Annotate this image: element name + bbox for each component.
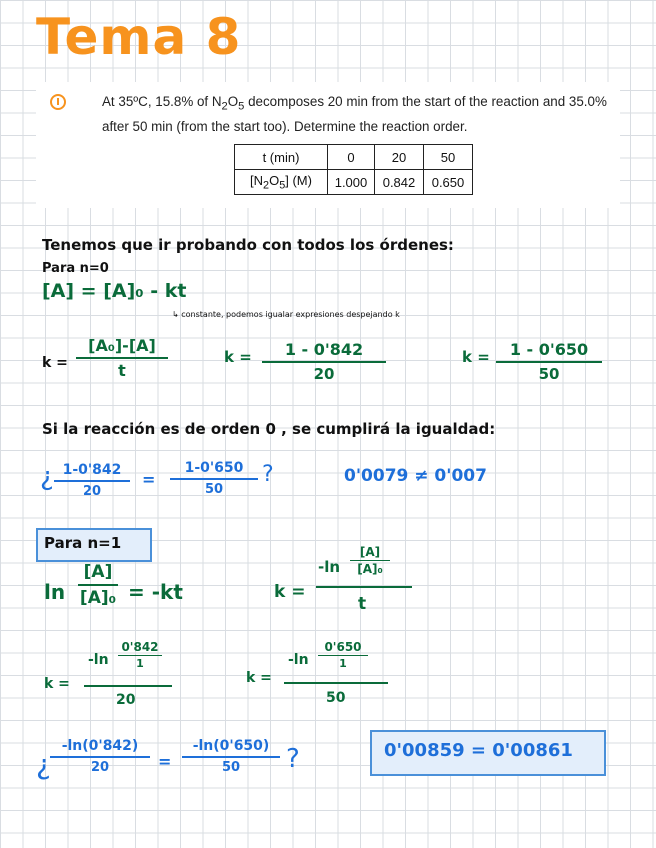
fraction-numerator: 1-0'842 [62,462,122,478]
fraction-denominator: 20 [116,692,136,708]
fraction-numerator: 0'650 [324,640,362,654]
fraction-numerator: -ln(0'650) [192,738,270,754]
problem-card [36,82,620,208]
rate-law-n0: [A] = [A]₀ - kt [42,280,187,302]
fraction-numerator: 1-0'650 [184,460,244,476]
k-label: k = [42,355,68,371]
compare-fraction-left [50,738,150,775]
equals-sign: = [158,752,172,771]
ln-fraction [78,562,118,608]
ln-operator: -ln [318,558,341,576]
fraction-bar [350,560,390,561]
fraction-denominator: 50 [204,482,224,497]
fraction-bar [84,685,172,687]
question-close-mark: ? [286,744,300,774]
table-header-cell: 0 [328,145,375,170]
data-table [234,144,473,195]
fraction-numerator: [A₀]-[A] [88,336,156,355]
fraction-numerator: 0'842 [121,640,159,654]
table-header-cell: t (min) [235,145,328,170]
fraction-denominator: 1 [339,657,347,670]
fraction-numerator: -ln(0'842) [61,738,139,754]
table-cell: 1.000 [328,170,375,195]
fraction-numerator: 1 - 0'842 [284,340,364,359]
ln-inner-fraction [318,640,368,670]
fraction-bar [182,756,280,758]
result-n0: 0'0079 ≠ 0'007 [344,466,487,486]
result-n1: 0'00859 = 0'00861 [384,740,573,761]
aside-note: ↳ constante, podemos igualar expresiones despejando k [172,310,400,319]
ln-inner-fraction [118,640,162,670]
k-label: k = [224,348,252,366]
fraction-denominator: 20 [82,484,102,499]
table-header-cell: 50 [424,145,473,170]
table-row [235,145,473,170]
ln-inner-fraction [350,545,390,576]
fraction-denominator: [A]₀ [357,562,383,576]
fraction-bar [76,357,168,359]
k-fraction-general [76,336,168,380]
k-label: k = [462,348,490,366]
fraction-denominator: t [118,361,126,380]
condition-text: Si la reacción es de orden 0 , se cumplirá la igualdad: [42,420,496,438]
fraction-denominator: 50 [326,690,346,706]
problem-statement: At 35ºC, 15.8% of $N_2O_5$ decomposes 20 min from the start of the reaction and 35.0% after 50 min (from the start too). Determine the reaction order. [102,94,607,134]
fraction-bar [78,584,118,586]
question-close-mark: ? [262,462,274,487]
table-cell: 0.842 [375,170,424,195]
table-header-cell: 20 [375,145,424,170]
ln-operator: -ln [88,652,109,668]
question-open-mark: ¿ [40,462,54,492]
section-n0-label: Para n=0 [42,261,109,276]
fraction-denominator: t [358,594,367,614]
fraction-denominator: 1 [136,657,144,670]
info-icon [50,94,66,110]
k-label: k = [246,670,272,686]
ln-rhs: = -kt [128,580,183,604]
fraction-numerator: [A] [83,562,113,582]
equals-sign: = [142,470,156,489]
fraction-denominator: [A]₀ [79,588,117,608]
section-n1-label: Para n=1 [44,534,122,552]
intro-text: Tenemos que ir probando con todos los órdenes: [42,236,454,254]
k-fraction-20 [262,340,386,383]
fraction-bar [170,478,258,480]
compare-fraction-right [170,460,258,497]
fraction-bar [50,756,150,758]
k-fraction-50 [496,340,602,383]
page-title: Tema 8 [36,8,242,66]
k-label: k = [274,582,306,602]
fraction-bar [262,361,386,363]
fraction-bar [318,655,368,656]
table-cell: 0.650 [424,170,473,195]
compare-fraction-right [182,738,280,775]
fraction-numerator: 1 - 0'650 [509,340,589,359]
fraction-bar [496,361,602,363]
fraction-bar [118,655,162,656]
fraction-bar [284,682,388,684]
ln-label: ln [44,580,66,604]
fraction-denominator: 50 [538,365,560,383]
question-open-mark: ¿ [36,748,51,781]
fraction-bar [54,480,130,482]
table-row [235,170,473,195]
compare-fraction-left [54,462,130,499]
fraction-numerator: [A] [359,545,381,559]
fraction-bar [316,586,412,588]
ln-operator: -ln [288,652,309,668]
fraction-denominator: 20 [90,760,110,775]
fraction-denominator: 50 [221,760,241,775]
k-label: k = [44,676,70,692]
fraction-denominator: 20 [313,365,335,383]
table-row-label: $[N_2O_5]$ (M) [235,170,328,195]
